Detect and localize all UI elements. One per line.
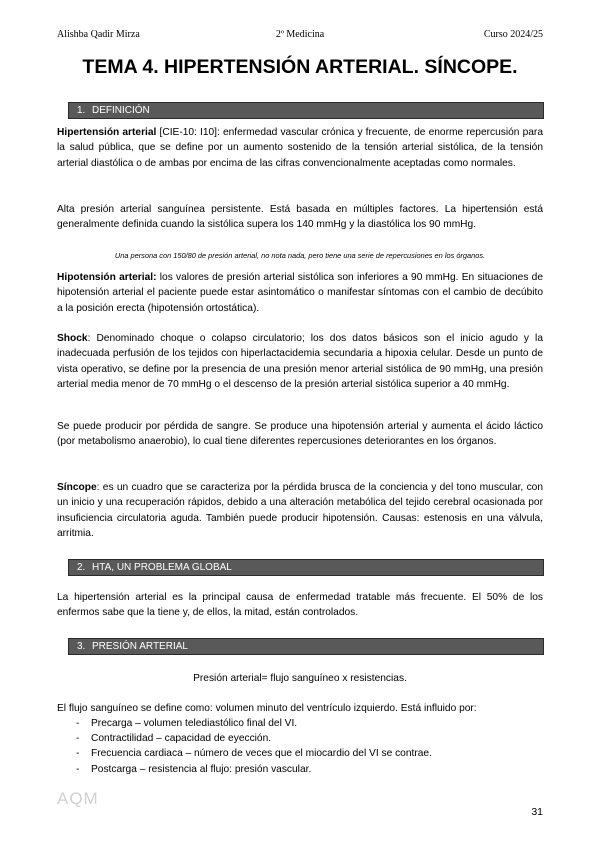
text-shock: : Denominado choque o colapso circulatorio; los dos datos básicos son el inicio agudo y la inadecuada perfusión de los tejidos con hiperlactacidemia secundaria a hipoxia celular. Desde un punto de vista operativo, se define por la presencia de una presión menor arterial sistólica de 90 mmHg, una presión arterial media menor de 70 mmHg o el descenso de la presión arterial sistólica superior a 40 mmHg. (57, 333, 543, 390)
section-heading-presion-arterial (68, 638, 544, 655)
formula-presion-arterial: Presión arterial= flujo sanguíneo x resistencias. (193, 673, 407, 684)
section-label: HTA, UN PROBLEMA GLOBAL (92, 562, 232, 573)
list-item-text: Frecuencia cardiaca – número de veces que el miocardio del VI se contrae. (91, 748, 432, 760)
section-label: PRESIÓN ARTERIAL (92, 641, 188, 652)
section-heading-hta-global (68, 559, 544, 576)
paragraph-hipotension (57, 270, 543, 316)
list-item (57, 762, 543, 777)
text-hipertension: [CIE-10: I10]: enfermedad vascular crónica y frecuente, de enorme repercusión para la salud pública, que se define por un aumento sostenido de la tensión arterial sistólica, de la tensión arterial diastólica o de ambas por encima de las cifras convencionalmente aceptadas como normales. (57, 127, 543, 169)
paragraph-flujo-sanguineo: El flujo sanguíneo se define como: volumen minuto del ventrículo izquierdo. Está influido por: (57, 703, 477, 714)
list-item (57, 731, 543, 746)
document-title: TEMA 4. HIPERTENSIÓN ARTERIAL. SÍNCOPE. (82, 56, 518, 78)
section-label: DEFINICIÓN (92, 105, 150, 116)
section-number: 3. (77, 641, 86, 652)
text-hipotension: los valores de presión arterial sistólica son inferiores a 90 mmHg. En situaciones de hipotensión arterial el paciente puede estar asintomático o manifestar síntomas con el cambio de decúbito a la posición erecta (hipotensión ortostática). (57, 272, 544, 314)
page-header (57, 29, 543, 43)
term-shock: Shock (57, 333, 88, 344)
factores-list (57, 716, 543, 777)
list-item-text: Precarga – volumen telediastólico final del VI. (91, 718, 298, 729)
header-author: Alishba Qadir Mirza (57, 29, 140, 40)
text-sincope: : es un cuadro que se caracteriza por la pérdida brusca de la conciencia y del tono muscular, con un inicio y una recuperación rápidos, debido a una alteración metabólica del tejido cerebral ocasionada por insuficiencia circulatoria aguda. También puede producir hipotensión. Causas: estenosis en una válvula, arritmia. (57, 482, 543, 539)
paragraph-shock (57, 331, 543, 392)
list-item-text: Contractilidad – capacidad de eyección. (91, 733, 272, 745)
page-number: 31 (531, 806, 543, 818)
section-number: 1. (77, 105, 86, 116)
header-year: Curso 2024/25 (483, 29, 543, 40)
dash-bullet: - (76, 718, 80, 729)
term-hipotension: Hipotensión arterial: (57, 272, 157, 283)
paragraph-sincope (57, 480, 543, 541)
paragraph-alta-presion: Alta presión arterial sanguínea persistente. Está basada en múltiples factores. La hipertensión está generalmente definida cuando la sistólica supera los 140 mmHg y la diastólica los 90 mmHg. (57, 204, 543, 231)
list-item-text: Postcarga – resistencia al flujo: presión vascular. (91, 763, 312, 775)
term-sincope: Síncope (57, 482, 97, 493)
paragraph-hta-global: La hipertensión arterial es la principal causa de enfermedad tratable más frecuente. El 50% de los enfermos sabe que la tiene y, de ellos, la mitad, están controlados. (57, 592, 543, 619)
dash-bullet: - (76, 733, 80, 745)
list-item (57, 746, 543, 761)
dash-bullet: - (76, 748, 80, 760)
paragraph-hipertension (57, 125, 543, 171)
term-hipertension: Hipertensión arterial (57, 127, 157, 138)
section-heading-definicion (68, 102, 544, 119)
note-persona: Una persona con 150/80 de presión arterial, no nota nada, pero tiene una serie de repercusiones en los órganos. (114, 251, 486, 260)
section-number: 2. (77, 562, 86, 573)
list-item (57, 716, 543, 731)
watermark: AQM (57, 789, 99, 808)
header-course: 2º Medicina (275, 29, 325, 40)
dash-bullet: - (76, 763, 80, 775)
paragraph-perdida-sangre: Se puede producir por pérdida de sangre. Se produce una hipotensión arterial y aumenta el ácido láctico (por metabolismo anaerobio), lo cual tiene diferentes repercusiones deteriorantes en los órganos. (57, 421, 543, 448)
